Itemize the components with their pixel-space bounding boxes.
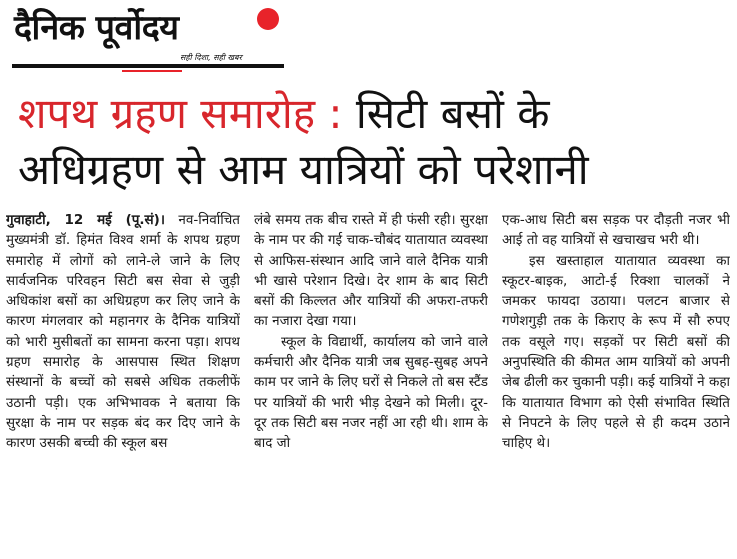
- article-paragraph: इस खस्ताहाल यातायात व्यवस्था का स्कूटर-बाइक, आटो-ई रिक्शा चालकों ने जमकर फायदा उठाया। पलटन बाजार से गणेशगुड़ी तक के किराए के रूप में सौ रुपए तक वसूले गए। सड़कों पर सिटी बसों की अनुपस्थिति की कीमत आम यात्रियों को अपनी जेब ढीली कर चुकानी पड़ी। कई यात्रियों ने कहा कि यातायात विभाग को ऐसी संभावित स्थिति से निपटने के लिए पहले से ही कदम उठाने चाहिए थे।: [502, 252, 730, 452]
- masthead: [12, 4, 290, 74]
- headline-line-2: अधिग्रहण से आम यात्रियों को परेशानी: [18, 145, 589, 194]
- article-column-1: [6, 210, 240, 559]
- article-paragraph: एक-आध सिटी बस सड़क पर दौड़ती नजर भी आई तो वह यात्रियों से खचाखच भरी थी।: [502, 212, 730, 249]
- article-paragraph: स्कूल के विद्यार्थी, कार्यालय को जाने वाले कर्मचारी और दैनिक यात्री जब सुबह-सुबह अपने काम पर जाने के लिए घरों से निकले तो बस स्टैंड पर यात्रियों की भारी भीड़ देखने को मिली। दूर-दूर तक सिटी बस नजर नहीं आ रही थी। शाम के बाद जो: [254, 333, 488, 452]
- article-paragraph: [6, 210, 240, 454]
- article-column-3: [502, 210, 730, 559]
- headline: [18, 86, 728, 198]
- headline-line-1: [18, 86, 728, 142]
- paragraph-text: नव-निर्वाचित मुख्यमंत्री डॉ. हिमंत विश्व शर्मा के शपथ ग्रहण समारोह में लोगों को लाने-ले जाने के लिए सार्वजनिक परिवहन सिटी बस सेवा से जुड़ी अधिकांश बसों का अधिग्रहण कर लिए जाने के कारण मंगलवार को महानगर के दैनिक यात्रियों को भारी मुसीबतों का सामना करना पड़ा। शपथ ग्रहण समारोह के आसपास स्थित शिक्षण संस्थानों के बच्चों को सबसे अधिक तकलीफें उठानी पड़ी। एक अभिभावक ने बताया कि सुरक्षा के नाम पर सड़क बंद कर दिए जाने के कारण उसकी बच्ची की स्कूल बस: [6, 212, 240, 452]
- headline-red-part: शपथ ग्रहण समारोह :: [18, 89, 343, 138]
- dateline: गुवाहाटी, 12 मई (पू.सं)।: [6, 212, 165, 228]
- headline-line1-rest: सिटी बसों के: [355, 89, 550, 138]
- masthead-rule: [12, 64, 284, 68]
- article-column-2: [254, 210, 488, 559]
- newspaper-tagline: सही दिशा, सही खबर: [180, 53, 242, 62]
- logo-red-dot-icon: [257, 8, 279, 30]
- article-paragraph: लंबे समय तक बीच रास्ते में ही फंसी रही। सुरक्षा के नाम पर की गई चाक-चौबंद यातायात व्यवस्था से आफिस-संस्थान आदि जाने वाले दैनिक यात्री भी खासे परेशान दिखे। देर शाम के बाद सिटी बसों की किल्लत और यात्रियों की अफरा-तफरी का नजारा देखा गया।: [254, 212, 488, 330]
- masthead-red-rule: [122, 70, 182, 72]
- newspaper-logo: दैनिक पूर्वोदय: [14, 8, 179, 48]
